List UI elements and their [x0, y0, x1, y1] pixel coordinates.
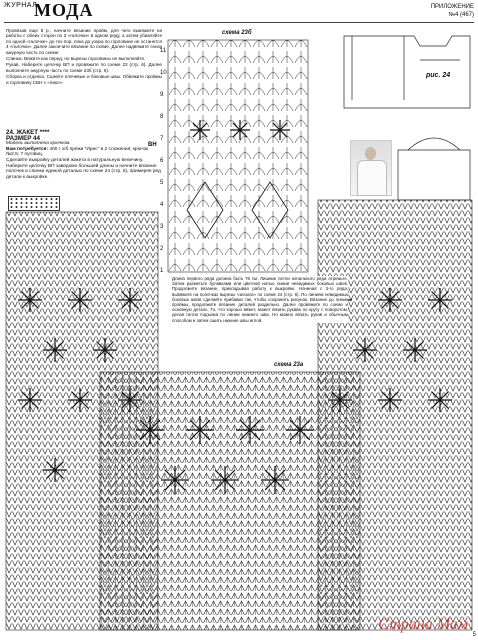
- figure-24-label: рис. 24: [426, 72, 451, 79]
- spider-motif: [211, 466, 239, 494]
- spider-motif: [236, 416, 264, 444]
- spider-motif: [43, 338, 67, 362]
- spider-motif: [261, 466, 289, 494]
- model-head: [365, 147, 376, 160]
- article-size: РАЗМЕР 44: [6, 134, 40, 142]
- spider-motif: [428, 288, 452, 312]
- row-number: 9: [160, 92, 164, 98]
- row-number: 11: [160, 48, 167, 54]
- row-number: 10: [160, 70, 167, 76]
- spider-motif: [118, 288, 142, 312]
- row-number: 4: [160, 202, 164, 208]
- article-body: Сделайте выкройку деталей жакета в натуральную величину. Наберите цепочку ВП заведомо большей длины и начните вязание полочек и спинки единой деталью по схеме 24 (стр. 5), примеряя ряд детали к выкройке.: [6, 157, 161, 180]
- magazine-logo: МОДА: [34, 0, 94, 20]
- page-number: 5: [472, 632, 476, 638]
- model-jacket: [357, 160, 387, 196]
- spider-motif: [428, 388, 452, 412]
- intro-paragraph: Спинка. Вяжите как перед, но вырезы горловины не выполняйте.: [6, 56, 146, 62]
- spider-motif: [230, 120, 250, 140]
- left-marker: ВН: [148, 142, 157, 148]
- article-name: ЖАКЕТ ****: [16, 129, 50, 136]
- intro-paragraph: Рукав. Наберите цепочку ВП и провяжите по схеме 23 (стр. 6). Далее выполните ажурную часть по схеме 23б (стр. 6).: [6, 62, 162, 73]
- row-number: 7: [160, 136, 164, 142]
- scheme-23b-label: схема 23б: [222, 30, 252, 36]
- spider-motif: [270, 120, 290, 140]
- row-number: 5: [160, 180, 164, 186]
- spider-motif: [93, 338, 117, 362]
- supplement-label: ПРИЛОЖЕНИЕ: [430, 4, 474, 10]
- scheme-23a-label: схема 23а: [274, 362, 304, 368]
- row-number: 6: [160, 158, 164, 164]
- spider-motif: [186, 416, 214, 444]
- row-number: 3: [160, 224, 164, 230]
- spider-motif: [378, 288, 402, 312]
- intro-paragraph: Сборка и отделка. Сшейте плечевые и боковые швы. Обвяжите проймы и горловину СБН с «пико».: [6, 74, 162, 85]
- spider-motif: [118, 388, 142, 412]
- site-watermark: Страна Мам: [378, 616, 468, 633]
- spider-motif: [161, 466, 189, 494]
- issue-number: №4 (467): [448, 12, 474, 18]
- magazine-prefix: ЖУРНАЛ: [4, 2, 38, 9]
- intro-paragraph: Провязав еще 8 р., начните вязание пройм, для чего вывяжите на работы с обеих сторон по 3 «галочки» в одном ряду, а затем убавляйте по одной «галочке» до тех пор, пока до узора по горловине не останется 4 «галочки». Далее закончите вязание по схеме. Далее надвяжите снизу ажурную часть по схеме.: [6, 28, 162, 55]
- article-number: 24.: [6, 129, 15, 136]
- spider-motif: [18, 288, 42, 312]
- scheme-23b-panel: [168, 40, 308, 272]
- spider-motif: [286, 416, 314, 444]
- spider-motif: [378, 388, 402, 412]
- spider-motif: [328, 388, 352, 412]
- row-number: 2: [160, 246, 164, 252]
- spider-motif: [43, 458, 67, 482]
- row-number: 8: [160, 114, 164, 120]
- model-photo: [350, 140, 392, 196]
- spider-motif: [136, 416, 164, 444]
- spider-motif: [68, 288, 92, 312]
- scheme-23a-panel: [100, 372, 360, 630]
- spider-motif: [353, 338, 377, 362]
- assembly-text: Длина первого ряда должна быть 76 см. Лишние петли начального ряда отрежьте. Затем разметьте булавками или цветной нитью линии невидимых боковых швов. Продолжите вязание, прикладывая работу к выкройке. Начиная с 3-го ряда, вывяжите на полочках вырезы «зигзага» по схеме 24 (стр. 6). По линиям невидимых боковых швов сделайте прибавки так, чтобы сохранить рисунок. Вязание до линии проймы, продолжите вязание деталей раздельно. Далее провяжите по схеме и основную деталь. То, что хорошо вяжет, может вязать рукава по кругу с поворотом, делая петли подъема по линии нижнего шва. Но можно вязать рукав и обычным способом и затем сшить нижние швы иглой.: [172, 276, 348, 323]
- spider-motif: [18, 388, 42, 412]
- materials-label: Вам потребуется:: [6, 146, 49, 152]
- row-number: 1: [160, 268, 164, 274]
- materials-list: 400 г х/б пряжи "Ирис" в 2 сложения; крючок №2,5; 7 пуговиц.: [6, 146, 149, 158]
- spider-motif: [190, 120, 210, 140]
- model-note: Модель выполнена крючком.: [6, 141, 71, 147]
- spider-motif: [403, 338, 427, 362]
- spider-motif: [68, 388, 92, 412]
